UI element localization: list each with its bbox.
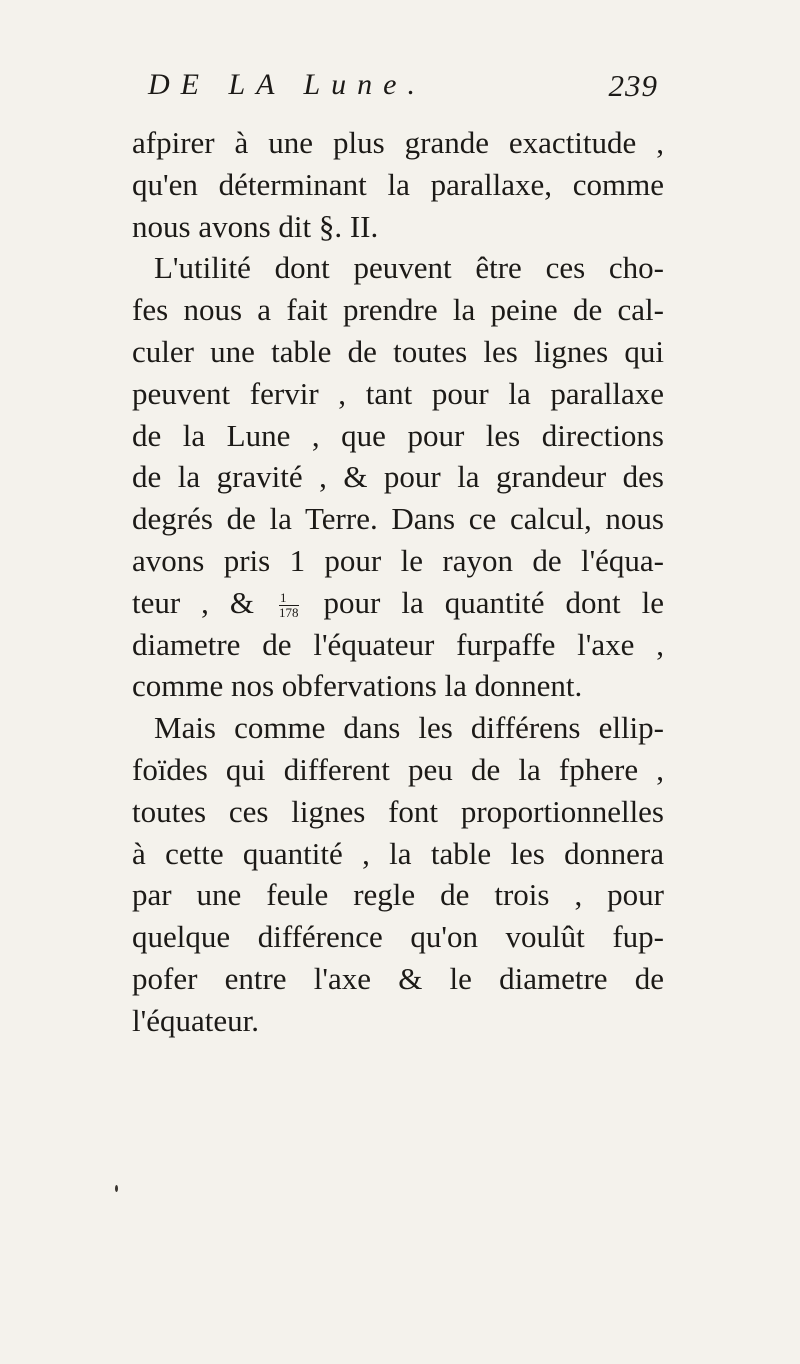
running-title: DE LA Lune. bbox=[148, 68, 426, 101]
text-line: de la Lune , que pour les directions bbox=[132, 417, 664, 453]
text-line: nous avons dit §. II. bbox=[132, 208, 379, 244]
text-line: peuvent fervir , tant pour la parallaxe bbox=[132, 375, 664, 411]
fraction-numerator: 1 bbox=[279, 591, 299, 606]
fraction-line-after: pour la quantité dont le bbox=[323, 584, 665, 620]
ink-speck bbox=[115, 1185, 118, 1192]
fraction bbox=[279, 591, 299, 620]
text-line: qu'en déterminant la parallaxe, comme bbox=[132, 166, 664, 202]
text-line-with-fraction bbox=[132, 582, 664, 624]
text-line: l'équateur. bbox=[132, 1002, 259, 1038]
text-line: diametre de l'équateur furpaffe l'axe , bbox=[132, 626, 664, 662]
text-line: avons pris 1 pour le rayon de l'équa- bbox=[132, 542, 664, 578]
fraction-denominator: 178 bbox=[279, 605, 299, 621]
text-line: de la gravité , & pour la grandeur des bbox=[132, 459, 664, 495]
page-number: 239 bbox=[608, 68, 658, 103]
text-line: afpirer à une plus grande exactitude , bbox=[132, 125, 664, 160]
text-line: L'utilité dont peuvent être ces cho- bbox=[154, 250, 664, 286]
text-line: à cette quantité , la table les donnera bbox=[132, 835, 664, 871]
fraction-line-before: teur , & bbox=[132, 584, 255, 620]
text-line: comme nos obfervations la donnent. bbox=[132, 668, 583, 704]
text-line: fes nous a fait prendre la peine de cal- bbox=[132, 292, 664, 328]
text-line: quelque différence qu'on voulût fup- bbox=[132, 919, 664, 955]
text-line: par une feule regle de trois , pour bbox=[132, 877, 664, 913]
text-line: culer une table de toutes les lignes qui bbox=[132, 333, 664, 369]
text-line: toutes ces lignes font proportionnelles bbox=[132, 793, 664, 829]
text-line: degrés de la Terre. Dans ce calcul, nous bbox=[132, 501, 664, 537]
page-header bbox=[148, 68, 658, 118]
text-line: Mais comme dans les différens ellip- bbox=[154, 710, 664, 746]
text-line: foïdes qui different peu de la fphere , bbox=[132, 751, 664, 787]
body-text bbox=[132, 122, 664, 1042]
text-line: pofer entre l'axe & le diametre de bbox=[132, 960, 664, 996]
